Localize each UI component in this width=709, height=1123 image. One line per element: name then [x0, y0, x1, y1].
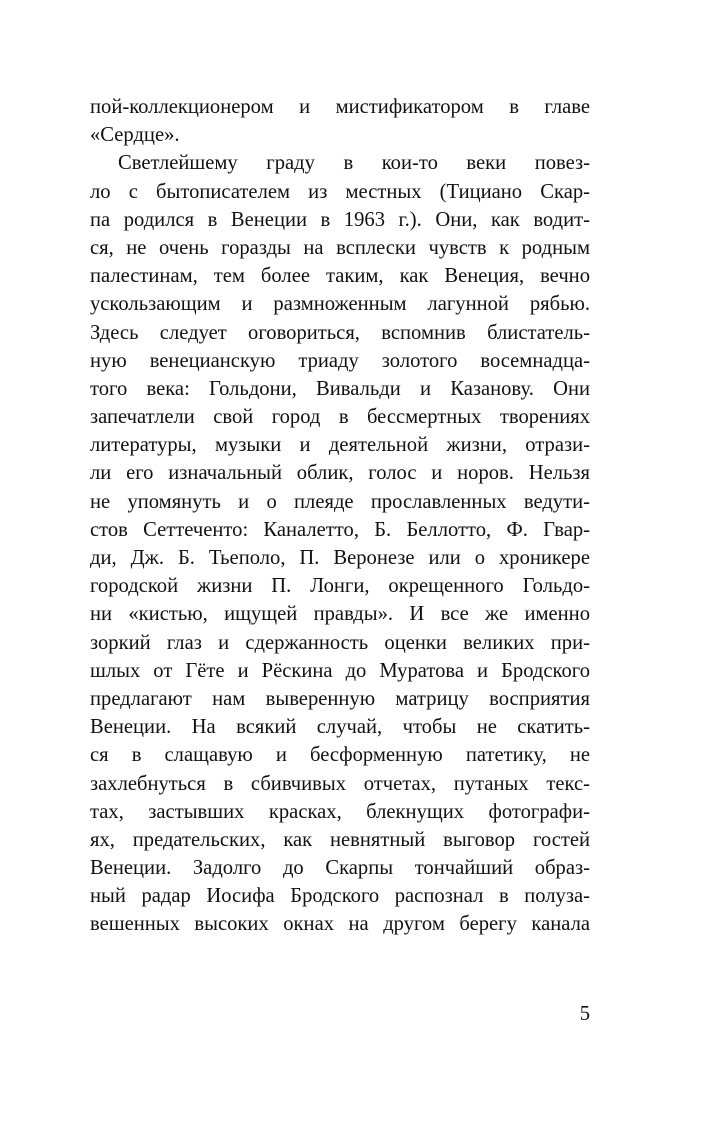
text-line: ся, не очень горазды на всплески чувств к родным — [90, 236, 590, 259]
text-line: запечатлели свой город в бессмертных творениях — [90, 406, 590, 429]
text-line: тах, застывших красках, блекнущих фотографи- — [90, 800, 590, 823]
text-line: палестинам, тем более таким, как Венеция, вечно — [90, 265, 590, 288]
text-line: зоркий глаз и сдержанность оценки великих при- — [90, 631, 590, 654]
body-text — [90, 93, 590, 939]
text-line: ся в слащавую и бесформенную патетику, не — [90, 744, 590, 767]
text-line: вешенных высоких окнах на другом берегу канала — [90, 913, 590, 936]
text-line: ускользающим и размноженным лагунной рябью. — [90, 293, 590, 316]
text-line: «Сердце». — [90, 124, 180, 147]
text-line: того века: Гольдони, Вивальди и Казанову. Они — [90, 377, 590, 400]
text-line: ях, предательских, как невнятный выговор гостей — [90, 828, 590, 851]
text-line: предлагают нам выверенную матрицу восприятия — [90, 687, 590, 710]
text-line: ди, Дж. Б. Тьеполо, П. Веронезе или о хроникере — [90, 547, 590, 569]
text-line: ную венецианскую триаду золотого восемнадца- — [90, 349, 590, 372]
text-line: захлебнуться в сбивчивых отчетах, путаных текс- — [90, 772, 590, 795]
text-line: ли его изначальный облик, голос и норов. Нельзя — [90, 462, 590, 485]
text-line: городской жизни П. Лонги, окрещенного Гольдо- — [90, 575, 590, 598]
text-line: ный радар Иосифа Бродского распознал в полуза- — [90, 885, 590, 908]
paragraph-first-line: Светлейшему граду в кои-то веки повез- — [118, 152, 590, 175]
text-line: па родился в Венеции в 1963 г.). Они, как водит- — [90, 208, 590, 231]
text-line: Венеции. Задолго до Скарпы тончайший образ- — [90, 857, 590, 880]
text-line: шлых от Гёте и Рёскина до Муратова и Бродского — [90, 659, 590, 682]
page-number: 5 — [579, 1003, 590, 1025]
text-line: Здесь следует оговориться, вспомнив блистатель- — [90, 321, 590, 344]
text-line: ни «кистью, ищущей правды». И все же именно — [90, 603, 590, 626]
text-line: литературы, музыки и деятельной жизни, отрази- — [90, 434, 590, 457]
text-line: Венеции. На всякий случай, чтобы не скатить- — [90, 716, 590, 739]
text-line: не упомянуть и о плеяде прославленных ведути- — [90, 490, 590, 513]
text-line: ло с бытописателем из местных (Тициано Скар- — [90, 180, 590, 203]
text-line: стов Сеттеченто: Каналетто, Б. Беллотто, Ф. Гвар- — [90, 518, 590, 541]
text-line: пой-коллекционером и мистификатором в главе — [90, 96, 590, 118]
